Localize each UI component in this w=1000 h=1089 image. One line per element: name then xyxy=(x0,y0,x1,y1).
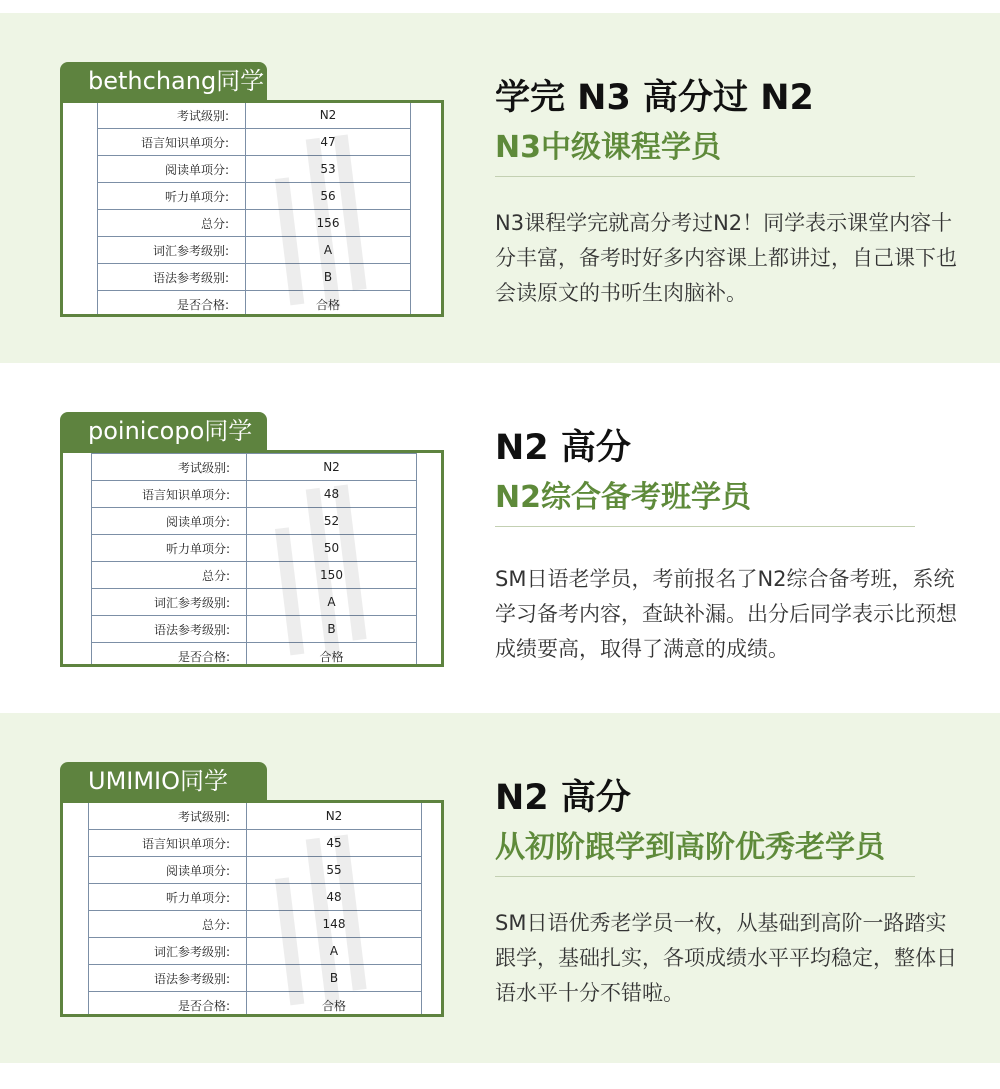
score-label: 阅读单项分: xyxy=(98,156,246,183)
testimonial-title: N2 高分 xyxy=(495,428,631,468)
table-row xyxy=(89,965,422,992)
table-row xyxy=(92,616,417,643)
score-value: 合格 xyxy=(247,992,422,1018)
testimonial-subtitle: N3中级课程学员 xyxy=(495,130,721,165)
table-row xyxy=(98,183,411,210)
table-row xyxy=(89,884,422,911)
table-row xyxy=(98,237,411,264)
score-value: 52 xyxy=(247,508,417,535)
table-row xyxy=(89,857,422,884)
score-label: 词汇参考级别: xyxy=(92,589,247,616)
table-row xyxy=(89,803,422,830)
score-label: 听力单项分: xyxy=(92,535,247,562)
score-label: 阅读单项分: xyxy=(89,857,247,884)
score-value: 45 xyxy=(247,830,422,857)
score-value: B xyxy=(247,616,417,643)
testimonial-description: SM日语优秀老学员一枚，从基础到高阶一路踏实跟学，基础扎实，各项成绩水平平均稳定，整体日语水平十分不错啦。 xyxy=(495,911,957,1005)
score-value: 156 xyxy=(246,210,411,237)
table-row xyxy=(92,454,417,481)
score-value: A xyxy=(246,237,411,264)
score-label: 是否合格: xyxy=(89,992,247,1018)
table-row xyxy=(98,291,411,318)
testimonial-title: 学完 N3 高分过 N2 xyxy=(495,78,814,118)
table-row xyxy=(98,264,411,291)
table-row xyxy=(89,992,422,1018)
score-label: 语法参考级别: xyxy=(89,965,247,992)
score-label: 考试级别: xyxy=(92,454,247,481)
score-value: 56 xyxy=(246,183,411,210)
score-value: 148 xyxy=(247,911,422,938)
score-table xyxy=(88,802,422,1017)
score-value: 47 xyxy=(246,129,411,156)
score-report xyxy=(60,100,444,317)
score-label: 总分: xyxy=(89,911,247,938)
score-report xyxy=(60,450,444,667)
score-value: 50 xyxy=(247,535,417,562)
table-row xyxy=(92,589,417,616)
score-label: 词汇参考级别: xyxy=(98,237,246,264)
score-label: 语法参考级别: xyxy=(92,616,247,643)
divider xyxy=(495,876,915,877)
table-row xyxy=(89,911,422,938)
score-value: N2 xyxy=(247,803,422,830)
testimonial-title: N2 高分 xyxy=(495,778,631,818)
table-row xyxy=(98,129,411,156)
score-value: N2 xyxy=(246,102,411,129)
student-tag: UMIMIO同学 xyxy=(60,762,267,800)
score-label: 语法参考级别: xyxy=(98,264,246,291)
score-value: 53 xyxy=(246,156,411,183)
student-tag: bethchang同学 xyxy=(60,62,267,100)
testimonial-subtitle: 从初阶跟学到高阶优秀老学员 xyxy=(495,830,885,865)
table-row xyxy=(89,830,422,857)
score-label: 词汇参考级别: xyxy=(89,938,247,965)
table-row xyxy=(98,156,411,183)
score-label: 是否合格: xyxy=(92,643,247,668)
divider xyxy=(495,526,915,527)
score-label: 考试级别: xyxy=(89,803,247,830)
score-label: 总分: xyxy=(92,562,247,589)
score-label: 考试级别: xyxy=(98,102,246,129)
score-value: 55 xyxy=(247,857,422,884)
score-value: 合格 xyxy=(247,643,417,668)
score-value: B xyxy=(246,264,411,291)
score-value: 48 xyxy=(247,884,422,911)
table-row xyxy=(98,102,411,129)
table-row xyxy=(89,938,422,965)
table-row xyxy=(92,508,417,535)
score-label: 语言知识单项分: xyxy=(98,129,246,156)
table-row xyxy=(92,535,417,562)
table-row xyxy=(92,562,417,589)
testimonial-description: N3课程学完就高分考过N2！同学表示课堂内容十分丰富，备考时好多内容课上都讲过，自己课下也会读原文的书听生肉脑补。 xyxy=(495,211,957,305)
score-value: 48 xyxy=(247,481,417,508)
divider xyxy=(495,176,915,177)
score-value: N2 xyxy=(247,454,417,481)
testimonial-subtitle: N2综合备考班学员 xyxy=(495,480,751,515)
score-label: 语言知识单项分: xyxy=(92,481,247,508)
score-label: 是否合格: xyxy=(98,291,246,318)
score-label: 阅读单项分: xyxy=(92,508,247,535)
table-row xyxy=(92,643,417,668)
score-label: 听力单项分: xyxy=(98,183,246,210)
score-label: 语言知识单项分: xyxy=(89,830,247,857)
score-value: B xyxy=(247,965,422,992)
table-row xyxy=(98,210,411,237)
score-value: A xyxy=(247,938,422,965)
score-table xyxy=(91,453,417,667)
score-label: 听力单项分: xyxy=(89,884,247,911)
score-report xyxy=(60,800,444,1017)
table-row xyxy=(92,481,417,508)
score-value: 合格 xyxy=(246,291,411,318)
score-label: 总分: xyxy=(98,210,246,237)
student-tag: poinicopo同学 xyxy=(60,412,267,450)
testimonial-description: SM日语老学员，考前报名了N2综合备考班，系统学习备考内容，查缺补漏。出分后同学表示比预想成绩要高，取得了满意的成绩。 xyxy=(495,567,957,661)
score-value: 150 xyxy=(247,562,417,589)
score-table xyxy=(97,101,411,317)
score-value: A xyxy=(247,589,417,616)
